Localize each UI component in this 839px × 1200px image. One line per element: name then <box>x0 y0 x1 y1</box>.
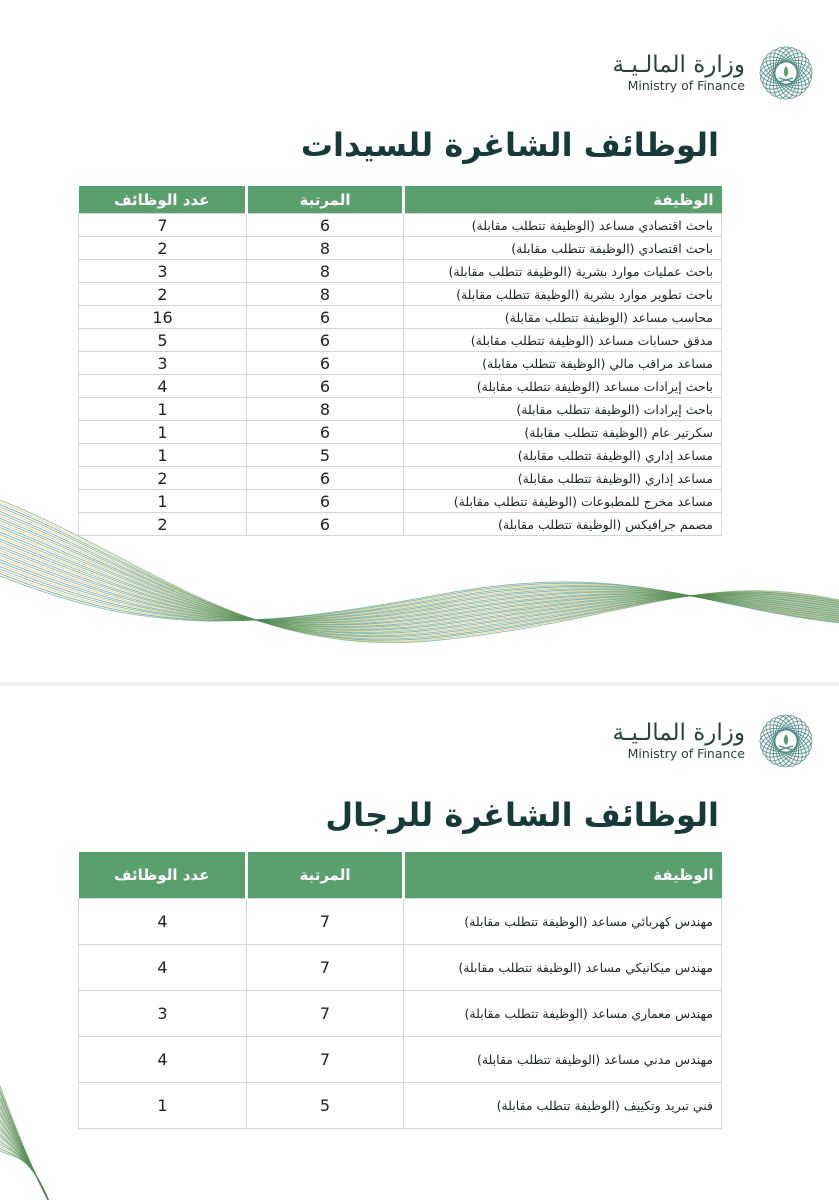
job-count: 5 <box>79 329 247 352</box>
job-rank: 5 <box>247 1083 404 1129</box>
job-count: 4 <box>79 945 247 991</box>
table-row <box>79 1037 722 1083</box>
job-count: 2 <box>79 237 247 260</box>
table-row <box>79 398 722 421</box>
column-header-rank: المرتبة <box>247 186 404 214</box>
job-rank: 6 <box>247 421 404 444</box>
job-rank: 8 <box>247 237 404 260</box>
column-header-job: الوظيفة <box>404 852 722 899</box>
table-row <box>79 260 722 283</box>
job-count: 1 <box>79 444 247 467</box>
women-section-title: الوظائف الشاغرة للسيدات <box>300 126 719 164</box>
table-row <box>79 899 722 945</box>
ministry-logo <box>612 706 821 776</box>
job-count: 2 <box>79 513 247 536</box>
job-rank: 8 <box>247 398 404 421</box>
job-title: مدقق حسابات مساعد (الوظيفة تتطلب مقابلة) <box>404 329 722 352</box>
job-rank: 8 <box>247 260 404 283</box>
job-rank: 7 <box>247 991 404 1037</box>
table-row <box>79 283 722 306</box>
job-count: 3 <box>79 352 247 375</box>
table-row <box>79 306 722 329</box>
job-rank: 6 <box>247 306 404 329</box>
column-header-count: عدد الوظائف <box>79 186 247 214</box>
table-row <box>79 329 722 352</box>
job-rank: 5 <box>247 444 404 467</box>
column-header-count: عدد الوظائف <box>79 852 247 899</box>
job-count: 4 <box>79 1037 247 1083</box>
ministry-name-ar: وزارة المالـيـة <box>612 52 745 78</box>
job-count: 2 <box>79 283 247 306</box>
table-row <box>79 214 722 237</box>
job-title: باحث عمليات موارد بشرية (الوظيفة تتطلب مقابلة) <box>404 260 722 283</box>
table-row <box>79 945 722 991</box>
column-header-job: الوظيفة <box>404 186 722 214</box>
job-count: 4 <box>79 375 247 398</box>
job-title: مهندس معماري مساعد (الوظيفة تتطلب مقابلة) <box>404 991 722 1037</box>
job-count: 16 <box>79 306 247 329</box>
job-title: مساعد مخرج للمطبوعات (الوظيفة تتطلب مقابلة) <box>404 490 722 513</box>
job-count: 1 <box>79 398 247 421</box>
job-count: 7 <box>79 214 247 237</box>
job-rank: 6 <box>247 352 404 375</box>
job-rank: 6 <box>247 467 404 490</box>
job-rank: 8 <box>247 283 404 306</box>
table-row <box>79 444 722 467</box>
job-rank: 7 <box>247 945 404 991</box>
job-rank: 7 <box>247 899 404 945</box>
job-count: 1 <box>79 421 247 444</box>
job-title: باحث تطوير موارد بشرية (الوظيفة تتطلب مقابلة) <box>404 283 722 306</box>
table-row <box>79 375 722 398</box>
job-title: مهندس مدني مساعد (الوظيفة تتطلب مقابلة) <box>404 1037 722 1083</box>
job-title: باحث إيرادات (الوظيفة تتطلب مقابلة) <box>404 398 722 421</box>
column-header-rank: المرتبة <box>247 852 404 899</box>
job-title: مهندس ميكانيكي مساعد (الوظيفة تتطلب مقابلة) <box>404 945 722 991</box>
job-title: باحث إيرادات مساعد (الوظيفة تتطلب مقابلة) <box>404 375 722 398</box>
job-rank: 6 <box>247 214 404 237</box>
job-rank: 6 <box>247 329 404 352</box>
job-title: فني تبريد وتكييف (الوظيفة تتطلب مقابلة) <box>404 1083 722 1129</box>
job-count: 2 <box>79 467 247 490</box>
ministry-logo <box>612 38 821 108</box>
job-title: سكرتير عام (الوظيفة تتطلب مقابلة) <box>404 421 722 444</box>
table-row <box>79 991 722 1037</box>
job-title: باحث اقتصادي مساعد (الوظيفة تتطلب مقابلة) <box>404 214 722 237</box>
ministry-name-en: Ministry of Finance <box>627 78 745 93</box>
job-title: مساعد مراقب مالي (الوظيفة تتطلب مقابلة) <box>404 352 722 375</box>
table-row <box>79 421 722 444</box>
job-count: 1 <box>79 1083 247 1129</box>
job-count: 1 <box>79 490 247 513</box>
job-title: مساعد إداري (الوظيفة تتطلب مقابلة) <box>404 444 722 467</box>
job-rank: 6 <box>247 375 404 398</box>
table-header-row <box>79 852 722 899</box>
table-row <box>79 237 722 260</box>
job-title: مساعد إداري (الوظيفة تتطلب مقابلة) <box>404 467 722 490</box>
ministry-emblem-icon <box>751 706 821 776</box>
table-row <box>79 352 722 375</box>
job-rank: 7 <box>247 1037 404 1083</box>
table-row <box>79 490 722 513</box>
table-header-row <box>79 186 722 214</box>
job-count: 3 <box>79 991 247 1037</box>
table-row <box>79 467 722 490</box>
table-row <box>79 513 722 536</box>
ministry-name-ar: وزارة المالـيـة <box>612 720 745 746</box>
job-title: باحث اقتصادي (الوظيفة تتطلب مقابلة) <box>404 237 722 260</box>
men-jobs-table <box>78 852 722 1129</box>
job-count: 3 <box>79 260 247 283</box>
job-title: مصمم جرافيكس (الوظيفة تتطلب مقابلة) <box>404 513 722 536</box>
job-rank: 6 <box>247 513 404 536</box>
table-row <box>79 1083 722 1129</box>
men-section-title: الوظائف الشاغرة للرجال <box>325 796 719 834</box>
job-rank: 6 <box>247 490 404 513</box>
job-title: مهندس كهربائي مساعد (الوظيفة تتطلب مقابلة) <box>404 899 722 945</box>
job-count: 4 <box>79 899 247 945</box>
ministry-name-en: Ministry of Finance <box>627 746 745 761</box>
women-jobs-table <box>78 186 722 536</box>
ministry-emblem-icon <box>751 38 821 108</box>
job-title: محاسب مساعد (الوظيفة تتطلب مقابلة) <box>404 306 722 329</box>
